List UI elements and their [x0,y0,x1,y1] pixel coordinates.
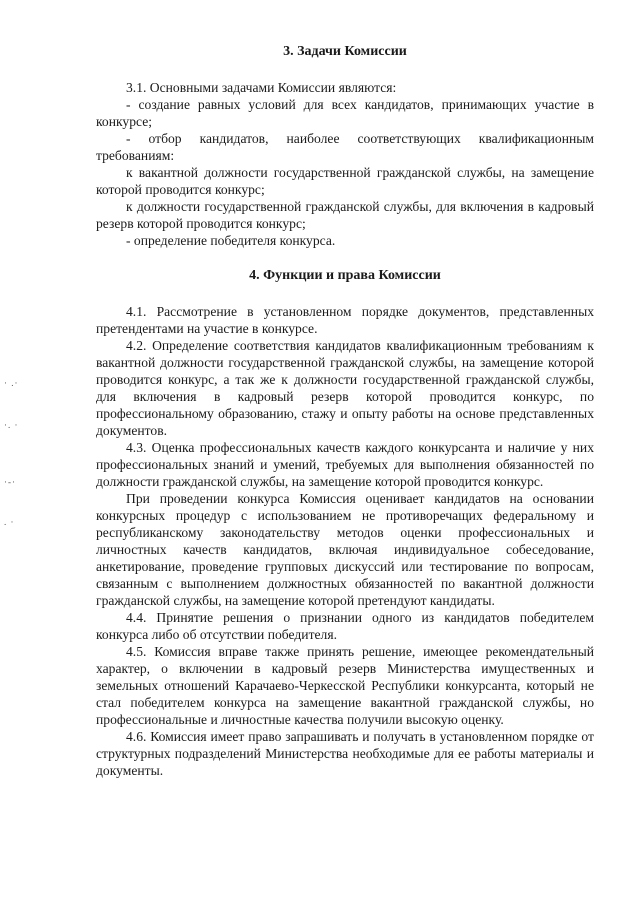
paragraph: 4.4. Принятие решения о признании одного из кандидатов победителем конкурса либо об отсутствии победителя. [96,610,594,642]
paragraph: 4.1. Рассмотрение в установленном порядке документов, представленных претендентами на участие в конкурсе. [96,304,594,336]
paragraph: к должности государственной гражданской службы, для включения в кадровый резерв которой проводится конкурс; [96,199,594,231]
scan-artifact-mark: ·-· [4,477,16,487]
paragraph: - отбор кандидатов, наиболее соответствующих квалификационным требованиям: [96,131,594,163]
document-page [96,0,594,779]
paragraph: При проведении конкурса Комиссия оценивает кандидатов на основании конкурсных процедур с использованием не противоречащих федеральному и республиканскому законодательству методов оценки профессиональных и личностных качеств кандидатов, включая индивидуальное собеседование, анкетирование, проведение групповых дискуссий или тестирование по вопросам, связанным с выполнением должностных обязанностей по вакантной должности гражданской службы, на замещение которой претендуют кандидаты. [96,491,594,608]
paragraph: 4.6. Комиссия имеет право запрашивать и получать в установленном порядке от структурных подразделений Министерства необходимые для ее работы материалы и документы. [96,729,594,778]
section-4-body [96,303,594,779]
scan-artifact-mark: . · [4,517,15,527]
paragraph: 3.1. Основными задачами Комиссии являются: [126,80,397,95]
scan-artifact-mark: ·. · [4,420,19,430]
paragraph: 4.3. Оценка профессиональных качеств каждого конкурсанта и наличие у них профессиональных знаний и умений, требуемых для выполнения обязанностей по должности гражданской службы, на замещение которой проводится конкурс. [96,440,594,489]
section-3-body [96,79,594,249]
paragraph: 4.5. Комиссия вправе также принять решение, имеющее рекомендательный характер, о включении в кадровый резерв Министерства имущественных и земельных отношений Карачаево-Черкесской Республики конкурсанта, который не стал победителем конкурса на замещение вакантной гражданской службы, но профессиональные и личностные качества получили высокую оценку. [96,644,594,727]
paragraph: к вакантной должности государственной гражданской службы, на замещение которой проводится конкурс; [96,165,594,197]
scan-artifact-mark: · .· [4,378,19,388]
section-4-title: 4. Функции и права Комиссии [249,268,441,283]
section-3-title: 3. Задачи Комиссии [283,44,407,59]
paragraph: 4.2. Определение соответствия кандидатов квалификационным требованиям к вакантной должности государственной гражданской службы, на замещение которой проводится конкурс, а так же к должности государственной гражданской службы, для включения в кадровый резерв которой проводится конкурс, по профессиональному образованию, стажу и опыту работы на основе представленных документов. [96,338,594,438]
paragraph: - создание равных условий для всех кандидатов, принимающих участие в конкурсе; [96,97,594,129]
paragraph: - определение победителя конкурса. [126,233,336,248]
